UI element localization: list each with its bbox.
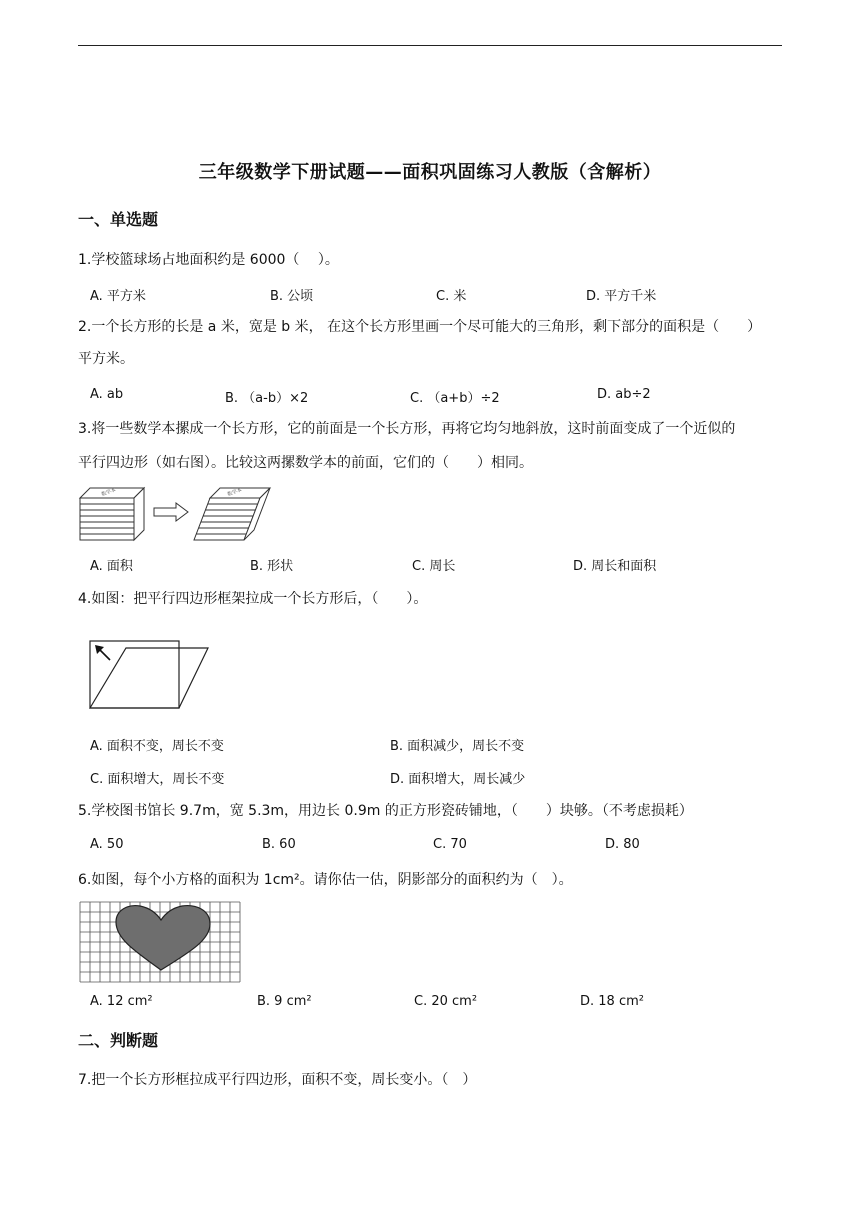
right-arrow-icon (154, 503, 188, 521)
q6-option-d[interactable]: D. 18 cm² (580, 994, 644, 1009)
question-3-text-line1: 3.将一些数学本摞成一个长方形，它的前面是一个长方形，再将它均匀地斜放，这时前面变成了一个近似的 (78, 421, 736, 437)
q4-option-a[interactable]: A. 面积不变，周长不变 (90, 739, 224, 754)
q4-option-d[interactable]: D. 面积增大，周长减少 (390, 772, 526, 787)
q6-option-c[interactable]: C. 20 cm² (414, 994, 478, 1009)
q6-option-a[interactable]: A. 12 cm² (90, 994, 153, 1009)
q6-option-b[interactable]: B. 9 cm² (257, 994, 312, 1009)
question-5-text: 5.学校图书馆长 9.7m，宽 5.3m，用边长 0.9m 的正方形瓷砖铺地，（ ）块够。（不考虑损耗） (78, 803, 693, 819)
q1-option-d[interactable]: D. 平方千米 (586, 289, 657, 304)
drag-arrow-icon (95, 645, 110, 660)
q3-option-c[interactable]: C. 周长 (412, 559, 456, 574)
question-2-text-line1: 2.一个长方形的长是 a 米，宽是 b 米， 在这个长方形里画一个尽可能大的三角形，剩下部分的面积是（ ） (78, 319, 762, 335)
q2-option-d[interactable]: D. ab÷2 (597, 387, 651, 402)
q2-option-a[interactable]: A. ab (90, 387, 124, 402)
q5-option-d[interactable]: D. 80 (605, 837, 640, 852)
q4-option-b[interactable]: B. 面积减少，周长不变 (390, 739, 525, 754)
q2-option-c[interactable]: C. （a+b）÷2 (410, 391, 500, 406)
stacked-books-figure (78, 484, 273, 544)
book-label-right: 数学本 (226, 487, 243, 498)
q3-option-d[interactable]: D. 周长和面积 (573, 559, 657, 574)
question-2-text-line2: 平方米。 (78, 351, 134, 367)
q4-option-c[interactable]: C. 面积增大，周长不变 (90, 772, 225, 787)
section-heading-true-false: 二、判断题 (78, 1031, 159, 1050)
rectangle-shape (90, 641, 179, 708)
q1-option-b[interactable]: B. 公顷 (270, 289, 314, 304)
upright-book-stack (80, 488, 144, 540)
q2-option-b[interactable]: B. （a-b）×2 (225, 391, 309, 406)
parallelogram-figure (88, 638, 213, 712)
question-1-text: 1.学校篮球场占地面积约是 6000（ ）。 (78, 252, 339, 268)
q5-option-a[interactable]: A. 50 (90, 837, 124, 852)
question-7-text: 7.把一个长方形框拉成平行四边形，面积不变，周长变小。（ ） (78, 1072, 477, 1088)
book-label-left: 数学本 (100, 487, 117, 498)
question-4-text: 4.如图：把平行四边形框架拉成一个长方形后，（ ）。 (78, 591, 428, 607)
q1-option-c[interactable]: C. 米 (436, 289, 467, 304)
section-heading-single-choice: 一、单选题 (78, 210, 159, 229)
heart-grid-figure (78, 898, 243, 983)
question-6-text: 6.如图，每个小方格的面积为 1cm²。请你估一估，阴影部分的面积约为（ ）。 (78, 872, 573, 888)
q5-option-c[interactable]: C. 70 (433, 837, 467, 852)
header-rule (78, 45, 782, 46)
q3-option-a[interactable]: A. 面积 (90, 559, 133, 574)
q5-option-b[interactable]: B. 60 (262, 837, 296, 852)
page-title: 三年级数学下册试题——面积巩固练习人教版（含解析） (198, 162, 662, 183)
q3-option-b[interactable]: B. 形状 (250, 559, 294, 574)
question-3-text-line2: 平行四边形（如右图）。比较这两摞数学本的前面，它们的（ ）相同。 (78, 455, 533, 471)
q1-option-a[interactable]: A. 平方米 (90, 289, 146, 304)
